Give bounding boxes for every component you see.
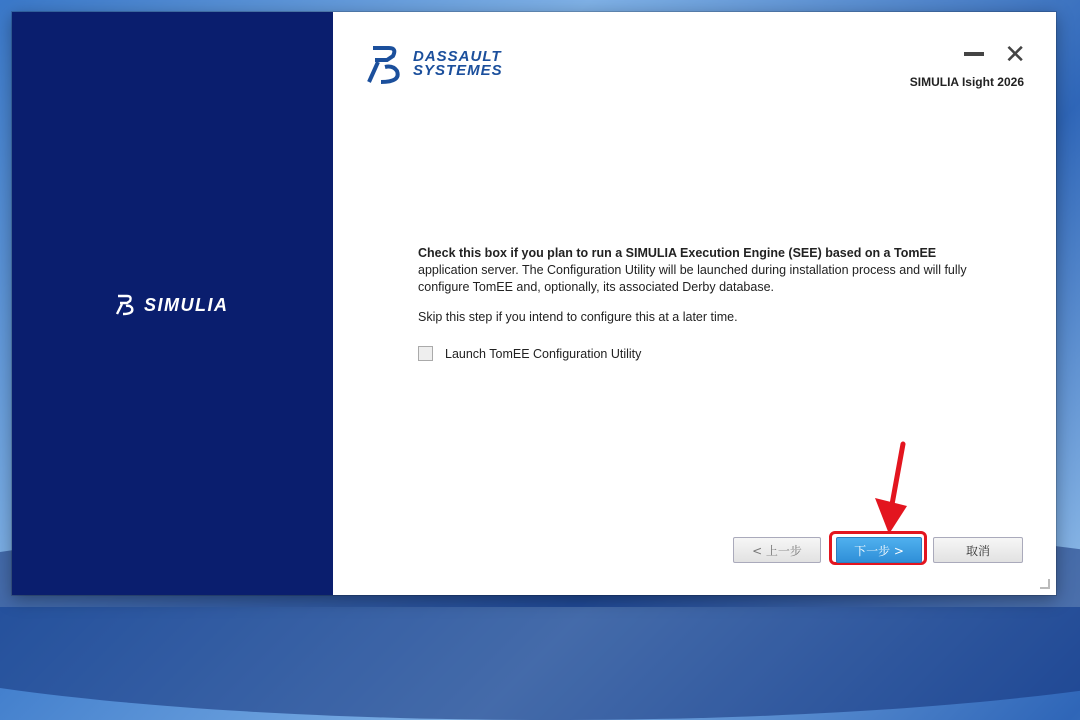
resize-grip-icon[interactable] <box>1040 579 1050 589</box>
installer-window <box>12 12 1056 595</box>
back-button[interactable]: < 上一步 <box>733 537 821 563</box>
ds-monogram-icon <box>363 42 407 86</box>
step-description <box>418 245 968 296</box>
description-rest: application server. The Configuration Utility will be launched during installation process and will fully configure TomEE and, optionally, its associated Derby database. <box>418 263 967 294</box>
launch-tomee-checkbox[interactable] <box>418 346 433 361</box>
window-controls <box>964 39 1026 69</box>
minimize-icon[interactable] <box>964 52 984 56</box>
brand-line-1: DASSAULT <box>413 48 502 65</box>
dassault-wordmark <box>413 50 503 78</box>
cancel-button[interactable]: 取消 <box>933 537 1023 563</box>
simulia-logo-text: SIMULIA <box>144 294 229 315</box>
launch-tomee-option[interactable] <box>418 346 968 361</box>
red-arrow-icon <box>853 440 913 540</box>
installer-main-panel <box>333 12 1056 595</box>
description-bold-line: Check this box if you plan to run a SIMULIA Execution Engine (SEE) based on a TomEE <box>418 246 937 260</box>
launch-tomee-label[interactable]: Launch TomEE Configuration Utility <box>445 346 642 361</box>
step-content <box>418 245 968 361</box>
next-button[interactable]: 下一步 > <box>836 537 922 563</box>
product-title: SIMULIA Isight 2026 <box>909 75 1024 89</box>
simulia-logo <box>114 293 229 317</box>
installer-sidebar <box>12 12 333 595</box>
brand-line-2: SYSTEMES <box>413 62 503 79</box>
simulia-ds-icon <box>114 293 138 317</box>
close-icon[interactable]: ✕ <box>1004 39 1026 69</box>
dassault-logo <box>363 42 503 86</box>
skip-note: Skip this step if you intend to configure this at a later time. <box>418 310 738 324</box>
